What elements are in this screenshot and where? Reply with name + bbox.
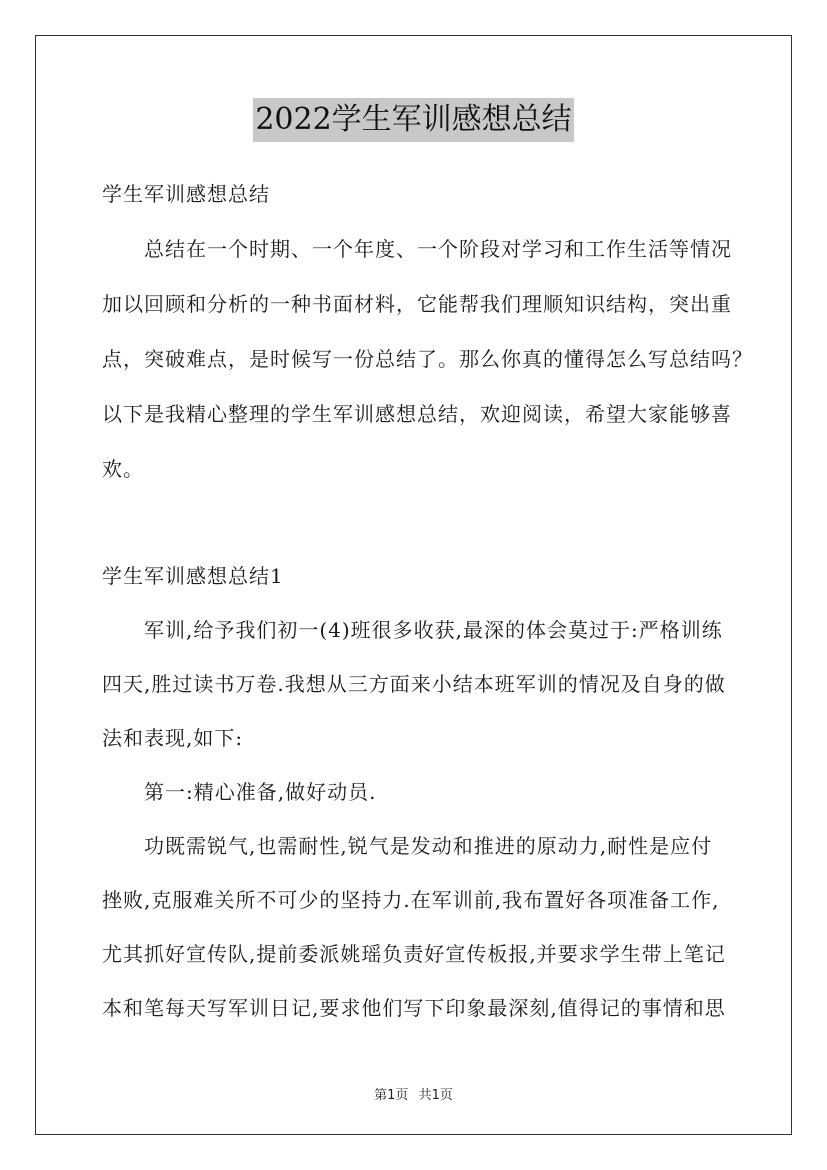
intro-line: 加以回顾和分析的一种书面材料，它能帮我们理顺知识结构，突出重 <box>102 292 732 316</box>
document-title: 2022学生军训感想总结 <box>253 98 573 142</box>
page-footer <box>0 1084 827 1103</box>
page-number: 第1页 <box>374 1088 409 1103</box>
body-line: 法和表现,如下: <box>102 726 244 750</box>
document-subtitle: 学生军训感想总结 <box>102 182 270 206</box>
body-line: 军训,给予我们初一(4)班很多收获,最深的体会莫过于:严格训练 <box>102 618 723 642</box>
section-heading: 学生军训感想总结1 <box>102 564 284 588</box>
intro-line: 欢。 <box>102 457 144 481</box>
intro-line: 以下是我精心整理的学生军训感想总结，欢迎阅读，希望大家能够喜 <box>102 402 732 426</box>
intro-line: 点，突破难点，是时候写一份总结了。那么你真的懂得怎么写总结吗？ <box>102 347 753 371</box>
body-line: 挫败,克服难关所不可少的坚持力.在军训前,我布置好各项准备工作, <box>102 888 720 912</box>
page-total: 共1页 <box>418 1088 453 1103</box>
body-line: 尤其抓好宣传队,提前委派姚瑶负责好宣传板报,并要求学生带上笔记 <box>102 942 726 966</box>
title-container <box>0 98 827 142</box>
body-line: 第一:精心准备,做好动员. <box>102 780 377 804</box>
body-line: 本和笔每天写军训日记,要求他们写下印象最深刻,值得记的事情和思 <box>102 996 726 1020</box>
body-line: 功既需锐气,也需耐性,锐气是发动和推进的原动力,耐性是应付 <box>102 834 713 858</box>
intro-line: 总结在一个时期、一个年度、一个阶段对学习和工作生活等情况 <box>102 237 732 261</box>
body-line: 四天,胜过读书万卷.我想从三方面来小结本班军训的情况及自身的做 <box>102 672 726 696</box>
